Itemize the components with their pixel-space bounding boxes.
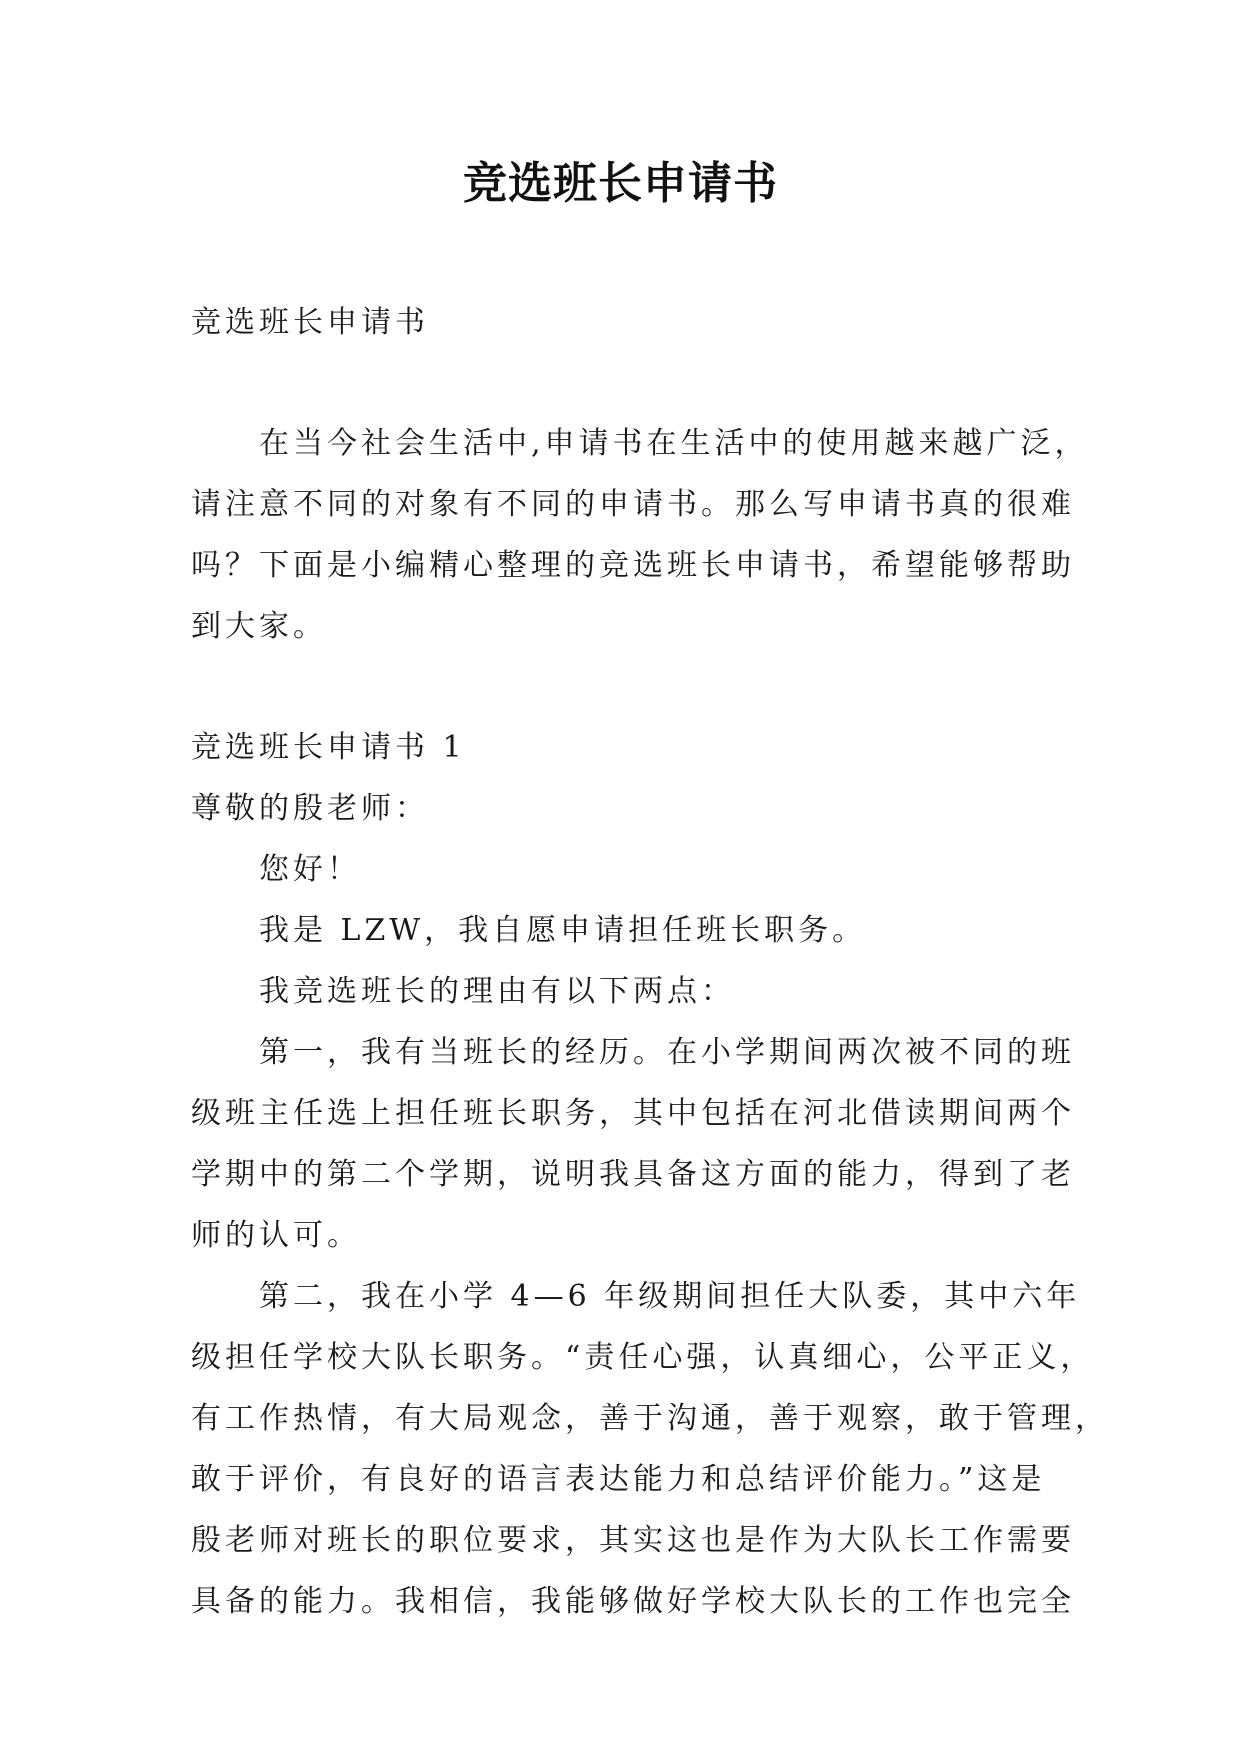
page-title: 竞选班长申请书: [463, 158, 778, 209]
reason-line: 第二，我在小学 4—6 年级期间担任大队委，其中六年: [259, 1279, 1081, 1314]
reason-line: 具备的能力。我相信，我能够做好学校大队长的工作也完全: [191, 1584, 1075, 1619]
intro-line: 请注意不同的对象有不同的申请书。那么写申请书真的很难: [191, 487, 1075, 522]
document-body: [191, 292, 1109, 1632]
reason-line: 学期中的第二个学期，说明我具备这方面的能力，得到了老: [191, 1157, 1075, 1192]
intro-paragraph: [191, 413, 1089, 657]
reason-line: 敢于评价，有良好的语言表达能力和总结评价能力。”这是: [191, 1462, 1046, 1497]
spacer: [191, 657, 1071, 717]
reason-one-paragraph: [191, 1022, 1075, 1266]
intro-line: 在当今社会生活中,申请书在生活中的使用越来越广泛，: [259, 426, 1089, 461]
reason-line: 级班主任选上担任班长职务，其中包括在河北借读期间两个: [191, 1096, 1075, 1131]
intro-line: 吗？下面是小编精心整理的竞选班长申请书，希望能够帮助: [191, 548, 1075, 583]
reason-line: 第一，我有当班长的经历。在小学期间两次被不同的班: [259, 1035, 1075, 1070]
reason-line: 师的认可。: [191, 1218, 361, 1253]
section-heading: 竞选班长申请书 1: [191, 730, 466, 765]
spacer: [191, 353, 1071, 413]
reason-line: 殷老师对班长的职位要求，其实这也是作为大队长工作需要: [191, 1523, 1075, 1558]
greeting: 您好！: [259, 852, 361, 887]
self-introduction: 我是 LZW，我自愿申请担任班长职务。: [259, 913, 867, 948]
reason-two-paragraph: [191, 1266, 1109, 1632]
salutation: 尊敬的殷老师：: [191, 791, 429, 826]
reasons-intro: 我竞选班长的理由有以下两点：: [259, 974, 735, 1009]
reason-line: 级担任学校大队长职务。“责任心强，认真细心，公平正义，: [191, 1340, 1095, 1375]
intro-line: 到大家。: [191, 609, 327, 644]
document-subtitle: 竞选班长申请书: [191, 305, 429, 340]
reason-line: 有工作热情，有大局观念，善于沟通，善于观察，敢于管理，: [191, 1401, 1109, 1436]
